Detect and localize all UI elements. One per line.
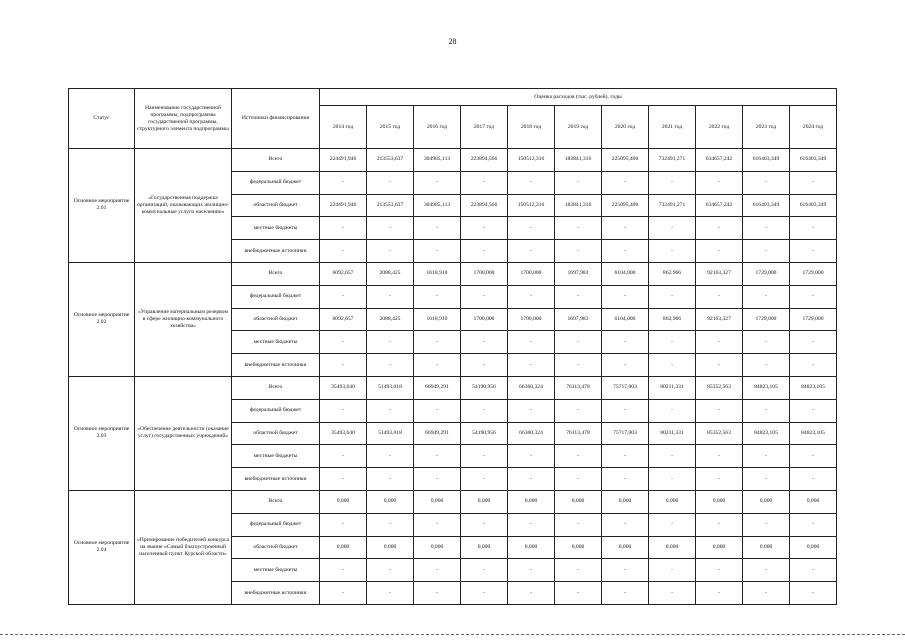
table-cell: - (696, 468, 743, 491)
table-cell: - (696, 559, 743, 582)
measure-name: «Премирование победителей конкурса на звание «Самый благоустроенный населенный пункт Курской области» (135, 490, 232, 604)
table-cell: - (602, 331, 649, 354)
table-cell: 66949,291 (414, 422, 461, 445)
table-cell: 84823,105 (743, 376, 790, 399)
table-cell: 51493,018 (367, 422, 414, 445)
table-cell: - (320, 399, 367, 422)
table-cell: - (461, 354, 508, 377)
table-cell: - (461, 171, 508, 194)
table-cell: 1729,000 (743, 262, 790, 285)
table-cell: - (555, 354, 602, 377)
table-cell: 1697,983 (555, 308, 602, 331)
table-cell: - (696, 217, 743, 240)
table-cell: - (320, 171, 367, 194)
table-cell: 0,000 (743, 536, 790, 559)
funding-source: областной бюджет (232, 308, 320, 331)
header-year: 2017 год (461, 106, 508, 149)
table-cell: - (555, 285, 602, 308)
header-year: 2020 год (602, 106, 649, 149)
table-cell: - (508, 468, 555, 491)
measure-name: «Государственная поддержка организаций, оказывающих жилищно-коммунальные услуги населению» (135, 149, 232, 263)
table-cell: - (743, 240, 790, 263)
table-cell: - (414, 240, 461, 263)
table-cell: - (555, 559, 602, 582)
measure-name: «Обеспечение деятельности (оказание услуг) государственных учреждений» (135, 376, 232, 490)
table-cell: - (649, 171, 696, 194)
table-cell: - (367, 399, 414, 422)
table-cell: - (649, 513, 696, 536)
table-cell: - (367, 285, 414, 308)
table-cell: 0,000 (649, 490, 696, 513)
table-cell: - (555, 445, 602, 468)
header-year: 2021 год (649, 106, 696, 149)
table-cell: 54190,956 (461, 422, 508, 445)
header-year: 2016 год (414, 106, 461, 149)
funding-source: федеральный бюджет (232, 513, 320, 536)
table-cell: - (414, 331, 461, 354)
table-cell: 0,000 (367, 536, 414, 559)
table-cell: - (790, 513, 837, 536)
table-cell: - (367, 445, 414, 468)
table-cell: - (320, 285, 367, 308)
table-cell: 225095,400 (602, 149, 649, 172)
table-cell: 224491,946 (320, 149, 367, 172)
funding-source: Всего (232, 149, 320, 172)
funding-source: местные бюджеты (232, 445, 320, 468)
table-cell: - (743, 468, 790, 491)
table-cell: - (367, 217, 414, 240)
table-cell: - (414, 217, 461, 240)
table-cell: - (414, 171, 461, 194)
table-cell: 0,000 (508, 490, 555, 513)
table-cell: - (367, 171, 414, 194)
table-cell: - (649, 354, 696, 377)
table-cell: 225095,400 (602, 194, 649, 217)
table-cell: - (320, 331, 367, 354)
table-cell: - (696, 582, 743, 605)
funding-source: федеральный бюджет (232, 171, 320, 194)
table-cell: - (367, 559, 414, 582)
header-program-name: Наименование государственной программы, подпрограммы государственной программы, структурного элемента подпрограммы (135, 89, 232, 149)
table-cell: 0,000 (414, 536, 461, 559)
table-cell: - (649, 399, 696, 422)
table-cell: 35493,640 (320, 422, 367, 445)
table-cell: - (743, 399, 790, 422)
table-cell: 66949,291 (414, 376, 461, 399)
table-cell: 0,000 (555, 536, 602, 559)
table-cell: - (320, 240, 367, 263)
table-cell: 150512,316 (508, 194, 555, 217)
table-cell: - (602, 217, 649, 240)
table-cell: 54190,956 (461, 376, 508, 399)
table-cell: - (508, 582, 555, 605)
table-cell: 634657,242 (696, 149, 743, 172)
table-cell: 1700,000 (508, 308, 555, 331)
table-cell: 732491,271 (649, 194, 696, 217)
table-cell: - (414, 354, 461, 377)
table-cell: 66360,324 (508, 376, 555, 399)
funding-source: Всего (232, 376, 320, 399)
table-cell: - (367, 513, 414, 536)
funding-source: Всего (232, 262, 320, 285)
table-cell: - (649, 285, 696, 308)
table-cell: 85352,563 (696, 376, 743, 399)
table-cell: - (602, 513, 649, 536)
table-cell: - (320, 468, 367, 491)
header-year: 2018 год (508, 106, 555, 149)
header-status: Статус (69, 89, 135, 149)
funding-source: местные бюджеты (232, 331, 320, 354)
header-year: 2024 год (790, 106, 837, 149)
table-cell: - (696, 399, 743, 422)
table-cell: 51493,018 (367, 376, 414, 399)
table-cell: 80211,331 (649, 422, 696, 445)
page-number: 28 (448, 37, 457, 46)
table-cell: - (555, 217, 602, 240)
table-cell: 66360,324 (508, 422, 555, 445)
table-cell: 92163,327 (696, 262, 743, 285)
table-cell: 1729,000 (790, 308, 837, 331)
table-cell: - (508, 445, 555, 468)
table-cell: - (743, 285, 790, 308)
table-cell: - (649, 468, 696, 491)
table-cell: - (649, 582, 696, 605)
table-cell: 304985,113 (414, 149, 461, 172)
table-cell: - (320, 559, 367, 582)
table-cell: - (696, 445, 743, 468)
table-cell: - (555, 468, 602, 491)
table-cell: - (649, 559, 696, 582)
table-cell: 75717,003 (602, 376, 649, 399)
table-cell: - (555, 240, 602, 263)
table-cell: - (367, 468, 414, 491)
table-cell: 76113,478 (555, 376, 602, 399)
table-cell: - (555, 399, 602, 422)
table-cell: 183841,316 (555, 149, 602, 172)
header-year: 2023 год (743, 106, 790, 149)
table-cell: - (790, 559, 837, 582)
table-cell: 616403,349 (790, 194, 837, 217)
funding-source: областной бюджет (232, 536, 320, 559)
funding-source: Всего (232, 490, 320, 513)
table-cell: - (461, 285, 508, 308)
table-cell: - (602, 399, 649, 422)
table-cell: 1700,000 (461, 262, 508, 285)
funding-source: областной бюджет (232, 422, 320, 445)
table-cell: - (508, 559, 555, 582)
funding-source: местные бюджеты (232, 559, 320, 582)
table-cell: 616403,349 (743, 149, 790, 172)
table-cell: - (696, 354, 743, 377)
table-cell: 223894,566 (461, 149, 508, 172)
table-cell: 862,966 (649, 262, 696, 285)
table-cell: 1618,910 (414, 308, 461, 331)
table-cell: 1700,000 (461, 308, 508, 331)
table-cell: 732491,271 (649, 149, 696, 172)
table-cell: - (602, 240, 649, 263)
table-cell: 0,000 (696, 490, 743, 513)
table-cell: - (414, 399, 461, 422)
header-year: 2015 год (367, 106, 414, 149)
table-row (69, 262, 837, 285)
table-cell: - (508, 285, 555, 308)
table-cell: - (743, 513, 790, 536)
header-year: 2019 год (555, 106, 602, 149)
table-cell: 92163,327 (696, 308, 743, 331)
page-bottom-divider (0, 634, 905, 635)
table-cell: 223894,566 (461, 194, 508, 217)
table-row (69, 376, 837, 399)
table-cell: - (649, 331, 696, 354)
table-cell: - (743, 171, 790, 194)
table-cell: 0,000 (602, 536, 649, 559)
table-cell: - (461, 559, 508, 582)
table-row (69, 149, 837, 172)
table-cell: - (696, 285, 743, 308)
table-cell: - (555, 513, 602, 536)
table-cell: 0,000 (790, 490, 837, 513)
header-year: 2014 год (320, 106, 367, 149)
table-cell: 0,000 (790, 536, 837, 559)
table-cell: - (461, 240, 508, 263)
table-cell: - (367, 354, 414, 377)
table-cell: - (696, 331, 743, 354)
table-cell: - (320, 513, 367, 536)
table-cell: - (696, 240, 743, 263)
table-cell: - (508, 354, 555, 377)
table-cell: 0,000 (320, 490, 367, 513)
table-cell: - (320, 582, 367, 605)
table-cell: 35493,640 (320, 376, 367, 399)
table-cell: 634657,242 (696, 194, 743, 217)
table-cell: 224491,946 (320, 194, 367, 217)
table-cell: - (696, 513, 743, 536)
table-cell: - (461, 513, 508, 536)
table-cell: - (743, 331, 790, 354)
funding-source: внебюджетные источники (232, 468, 320, 491)
funding-source: внебюджетные источники (232, 240, 320, 263)
table-cell: 2088,425 (367, 308, 414, 331)
table-cell: - (602, 445, 649, 468)
table-cell: - (414, 582, 461, 605)
table-cell: - (461, 445, 508, 468)
table-cell: 0,000 (320, 536, 367, 559)
table-cell: 84823,105 (790, 376, 837, 399)
table-cell: - (790, 240, 837, 263)
table-cell: - (602, 171, 649, 194)
table-cell: - (508, 171, 555, 194)
funding-source: внебюджетные источники (232, 354, 320, 377)
table-cell: - (790, 582, 837, 605)
table-cell: 6092,657 (320, 262, 367, 285)
table-cell: 6104,000 (602, 262, 649, 285)
funding-source: областной бюджет (232, 194, 320, 217)
table-cell: - (461, 468, 508, 491)
table-cell: - (649, 240, 696, 263)
table-cell: 6092,657 (320, 308, 367, 331)
table-cell: - (367, 331, 414, 354)
table-cell: 1700,000 (508, 262, 555, 285)
measure-status: Основное мероприятие 2.02 (69, 262, 135, 376)
table-cell: - (649, 445, 696, 468)
table-cell: - (602, 354, 649, 377)
table-cell: 616403,349 (790, 149, 837, 172)
table-cell: 85352,563 (696, 422, 743, 445)
table-cell: 6104,000 (602, 308, 649, 331)
table-cell: 84823,105 (743, 422, 790, 445)
table-cell: - (790, 399, 837, 422)
table-cell: 0,000 (414, 490, 461, 513)
header-year: 2022 год (696, 106, 743, 149)
table-cell: 150512,316 (508, 149, 555, 172)
table-cell: - (790, 217, 837, 240)
table-cell: 213553,637 (367, 194, 414, 217)
funding-source: федеральный бюджет (232, 399, 320, 422)
table-cell: - (555, 582, 602, 605)
table-cell: 0,000 (696, 536, 743, 559)
table-cell: - (602, 468, 649, 491)
table-cell: - (414, 445, 461, 468)
table-cell: 0,000 (602, 490, 649, 513)
table-cell: 0,000 (555, 490, 602, 513)
table-cell: - (320, 217, 367, 240)
table-cell: - (555, 171, 602, 194)
table-cell: 1697,983 (555, 262, 602, 285)
table-cell: 2088,425 (367, 262, 414, 285)
table-cell: - (461, 399, 508, 422)
table-cell: - (508, 217, 555, 240)
expenditure-table (68, 88, 837, 605)
table-cell: - (414, 285, 461, 308)
table-cell: - (508, 240, 555, 263)
table-cell: 213553,637 (367, 149, 414, 172)
table-cell: 76113,478 (555, 422, 602, 445)
funding-source: местные бюджеты (232, 217, 320, 240)
table-cell: - (649, 217, 696, 240)
table-cell: - (790, 468, 837, 491)
table-cell: - (602, 559, 649, 582)
table-cell: 304985,113 (414, 194, 461, 217)
table-cell: - (508, 331, 555, 354)
table-cell: 0,000 (649, 536, 696, 559)
table-cell: - (508, 513, 555, 536)
table-cell: 862,966 (649, 308, 696, 331)
table-cell: - (414, 559, 461, 582)
funding-source: федеральный бюджет (232, 285, 320, 308)
table-cell: - (743, 217, 790, 240)
header-expense-estimate: Оценка расходов (тыс. рублей), годы (320, 89, 837, 106)
table-cell: - (743, 354, 790, 377)
table-cell: - (367, 240, 414, 263)
funding-source: внебюджетные источники (232, 582, 320, 605)
table-cell: - (790, 171, 837, 194)
table-cell: - (414, 513, 461, 536)
table-cell: - (790, 445, 837, 468)
header-funding-sources: Источники финансирования (232, 89, 320, 149)
table-cell: 84823,105 (790, 422, 837, 445)
table-cell: 75717,003 (602, 422, 649, 445)
table-cell: - (743, 582, 790, 605)
table-cell: - (320, 354, 367, 377)
table-cell: - (790, 331, 837, 354)
measure-status: Основное мероприятие 2.01 (69, 149, 135, 263)
table-row (69, 490, 837, 513)
table-cell: - (508, 399, 555, 422)
table-cell: - (367, 582, 414, 605)
table-cell: - (602, 285, 649, 308)
table-cell: - (696, 171, 743, 194)
measure-status: Основное мероприятие 2.04 (69, 490, 135, 604)
table-cell: 0,000 (508, 536, 555, 559)
table-cell: - (461, 217, 508, 240)
table-cell: 0,000 (461, 490, 508, 513)
table-cell: - (320, 445, 367, 468)
table-cell: 1729,000 (790, 262, 837, 285)
table-cell: - (602, 582, 649, 605)
table-cell: - (461, 582, 508, 605)
table-cell: 1618,910 (414, 262, 461, 285)
table-cell: 616403,349 (743, 194, 790, 217)
table-cell: - (461, 331, 508, 354)
table-cell: 183841,316 (555, 194, 602, 217)
measure-status: Основное мероприятие 2.03 (69, 376, 135, 490)
table-cell: 0,000 (367, 490, 414, 513)
table-cell: 80211,331 (649, 376, 696, 399)
table-cell: - (743, 445, 790, 468)
table-cell: - (790, 285, 837, 308)
table-cell: - (414, 468, 461, 491)
table-cell: 0,000 (461, 536, 508, 559)
measure-name: «Управление материальным резервом в сфере жилищно-коммунального хозяйства» (135, 262, 232, 376)
table-cell: - (555, 331, 602, 354)
table-cell: - (743, 559, 790, 582)
table-cell: - (790, 354, 837, 377)
table-cell: 0,000 (743, 490, 790, 513)
table-cell: 1729,000 (743, 308, 790, 331)
